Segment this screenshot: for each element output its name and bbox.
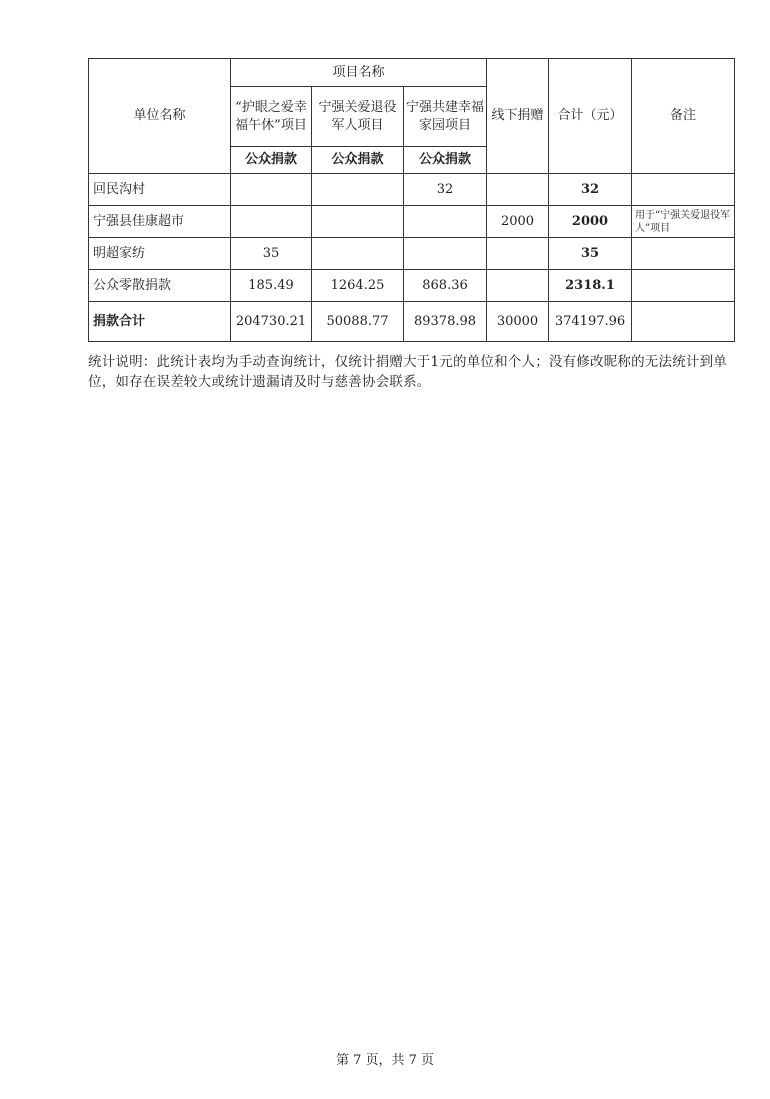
cell-unit: 明超家纺 [89, 238, 231, 270]
header-project-2: 宁强关爱退役军人项目 [312, 87, 404, 147]
header-unit-name: 单位名称 [89, 59, 231, 174]
cell-offline [487, 270, 549, 302]
header-public-donation-2: 公众捐款 [312, 147, 404, 174]
sum-offline: 30000 [487, 302, 549, 342]
sum-total: 374197.96 [549, 302, 632, 342]
cell-remark [632, 238, 735, 270]
cell-offline [487, 238, 549, 270]
cell-offline [487, 174, 549, 206]
sum-p3: 89378.98 [404, 302, 487, 342]
cell-total: 2318.1 [549, 270, 632, 302]
cell-p2: 1264.25 [312, 270, 404, 302]
cell-total: 35 [549, 238, 632, 270]
cell-p1 [231, 206, 312, 238]
cell-remark: 用于“宁强关爱退役军人”项目 [632, 206, 735, 238]
cell-remark [632, 270, 735, 302]
header-public-donation-1: 公众捐款 [231, 147, 312, 174]
cell-p3 [404, 206, 487, 238]
header-remarks: 备注 [632, 59, 735, 174]
table-row [89, 174, 735, 206]
cell-p1: 185.49 [231, 270, 312, 302]
donation-table [88, 58, 735, 342]
sum-unit: 捐款合计 [89, 302, 231, 342]
header-row-1 [89, 59, 735, 87]
cell-p2 [312, 206, 404, 238]
cell-total: 32 [549, 174, 632, 206]
table-row [89, 206, 735, 238]
cell-unit: 宁强县佳康超市 [89, 206, 231, 238]
cell-unit: 公众零散捐款 [89, 270, 231, 302]
page-number: 第 7 页，共 7 页 [335, 1053, 435, 1068]
header-total: 合计（元） [549, 59, 632, 174]
cell-remark [632, 174, 735, 206]
cell-p1: 35 [231, 238, 312, 270]
header-project-3: 宁强共建幸福家园项目 [404, 87, 487, 147]
cell-unit: 回民沟村 [89, 174, 231, 206]
cell-p3 [404, 238, 487, 270]
header-project-name: 项目名称 [231, 59, 487, 87]
header-offline: 线下捐赠 [487, 59, 549, 174]
table-row [89, 238, 735, 270]
table-row [89, 270, 735, 302]
cell-p3: 868.36 [404, 270, 487, 302]
sum-row [89, 302, 735, 342]
cell-p3: 32 [404, 174, 487, 206]
sum-p2: 50088.77 [312, 302, 404, 342]
cell-p2 [312, 174, 404, 206]
cell-p2 [312, 238, 404, 270]
cell-total: 2000 [549, 206, 632, 238]
statistics-footnote: 统计说明：此统计表均为手动查询统计，仅统计捐赠大于1元的单位和个人；没有修改昵称的无法统计到单位，如存在误差较大或统计遗漏请及时与慈善协会联系。 [88, 354, 727, 390]
header-public-donation-3: 公众捐款 [404, 147, 487, 174]
sum-remark [632, 302, 735, 342]
header-project-1: “护眼之爱幸福午休”项目 [231, 87, 312, 147]
cell-p1 [231, 174, 312, 206]
sum-p1: 204730.21 [231, 302, 312, 342]
cell-offline: 2000 [487, 206, 549, 238]
